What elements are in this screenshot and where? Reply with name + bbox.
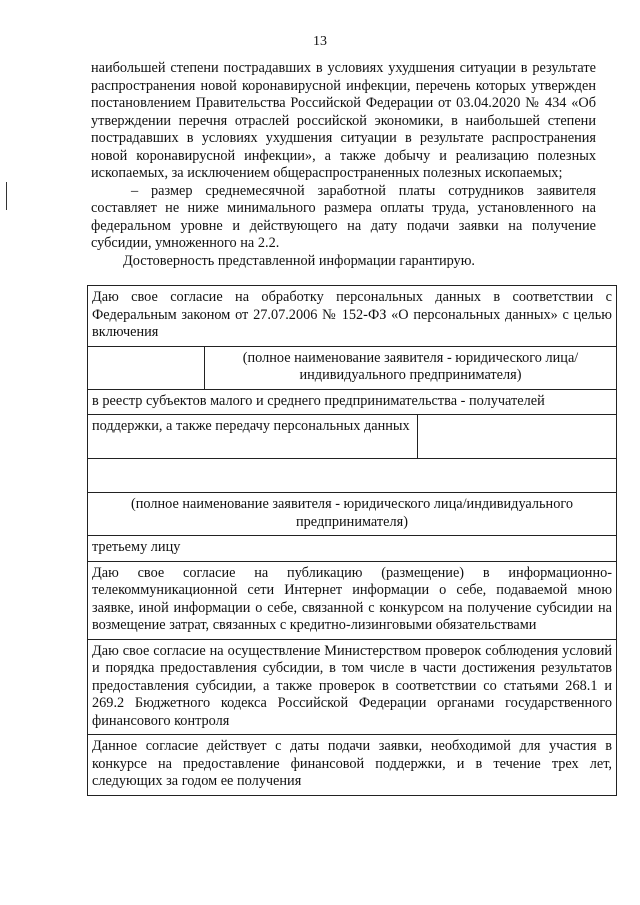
applicant-name-blank [88,346,205,389]
transfer-data-blank [418,415,617,459]
page-number: 13 [313,34,327,49]
document-body [91,60,596,270]
third-party-text: третьему лицу [88,536,617,562]
consent-personal-data: Даю свое согласие на обработку персональных данных в соответствии с Федеральным законом от 27.07.2006 № 152-ФЗ «О персональных данных» с целью включения [88,286,617,347]
paragraph-salary-condition: – размер среднемесячной заработной платы сотрудников заявителя составляет не ниже минимального размера оплаты труда, установленного на федеральном уровне и действующего на дату подачи заявки на получение субсидии, умноженного на 2.2. [91,182,596,251]
consent-table [87,285,617,796]
consent-validity: Данное согласие действует с даты подачи заявки, необходимой для участия в конкурсе на предоставление финансовой поддержки, и в течение трех лет, следующих за годом ее получения [88,735,617,796]
applicant-name-caption: (полное наименование заявителя - юридического лица/индивидуального предпринимателя) [205,346,617,389]
third-party-caption: (полное наименование заявителя - юридического лица/индивидуального предпринимателя) [88,493,617,536]
paragraph-guarantee: Достоверность представленной информации гарантирую. [123,252,475,269]
transfer-data-text: поддержки, а также передачу персональных данных [88,415,418,459]
registry-text: в реестр субъектов малого и среднего предпринимательства - получателей [88,389,617,415]
paragraph-industries: наибольшей степени пострадавших в условиях ухудшения ситуации в результате распространения новой коронавирусной инфекции, перечень которых утвержден постановлением Правительства Российской Федерации от 03.04.2020 № 434 «Об утверждении перечня отраслей российской экономики, в наибольшей степени пострадавших в условиях ухудшения ситуации в результате распространения новой коронавирусной инфекции», а также добычу и реализацию полезных ископаемых, за исключением общераспространенных полезных ископаемых; [91,60,596,181]
consent-inspections: Даю свое согласие на осуществление Министерством проверок соблюдения условий и порядка предоставления субсидии, в том числе в части достижения результатов предоставления субсидии, а также проверок в соответствии со статьями 268.1 и 269.2 Бюджетного кодекса Российской Федерации органами государственного финансового контроля [88,639,617,735]
margin-mark [6,182,7,210]
third-party-blank [88,459,617,493]
consent-publication: Даю свое согласие на публикацию (размещение) в информационно-телекоммуникационной сети Интернет информации о себе, подаваемой мною заявке, иной информации о себе, связанной с конкурсом на получение субсидии на возмещение затрат, связанных с кредитно-лизинговыми обязательствами [88,561,617,639]
